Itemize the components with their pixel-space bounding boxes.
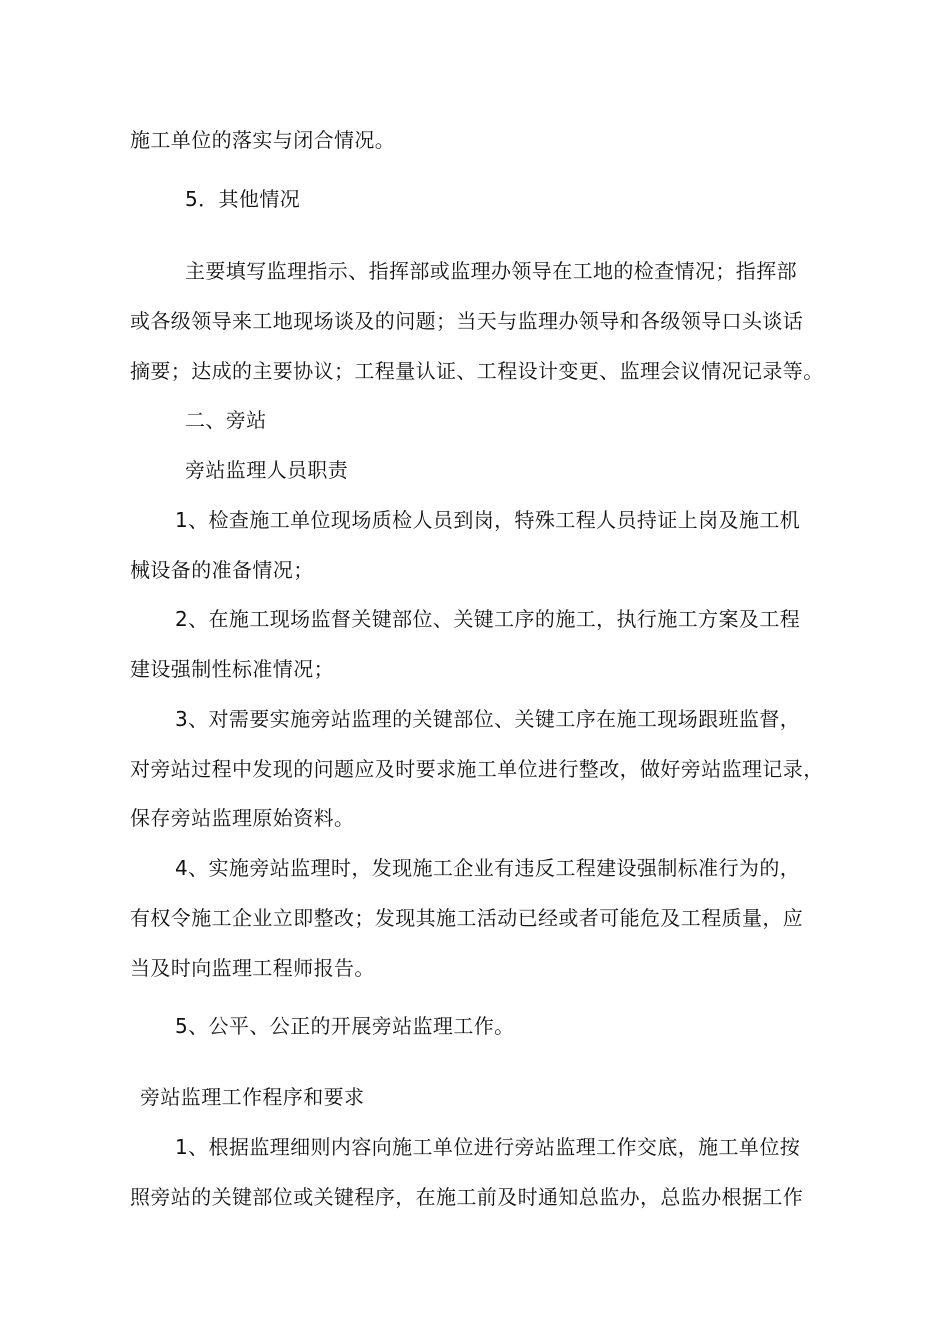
text-line-5: 摘要；达成的主要协议；工程量认证、工程设计变更、监理会议情况记录等。 bbox=[130, 359, 824, 383]
text-line-21: 照旁站的关键部位或关键程序，在施工前及时通知总监办，总监办根据工作 bbox=[130, 1185, 804, 1209]
text-line-20: 1、根据监理细则内容向施工单位进行旁站监理工作交底，施工单位按 bbox=[175, 1135, 801, 1159]
text-line-14: 保存旁站监理原始资料。 bbox=[130, 806, 355, 830]
text-line-15: 4、实施旁站监理时，发现施工企业有违反工程建设强制标准行为的， bbox=[175, 856, 801, 880]
section-heading-other: 5．其他情况 bbox=[185, 187, 301, 211]
text-line-8: 1、检查施工单位现场质检人员到岗，特殊工程人员持证上岗及施工机 bbox=[175, 508, 801, 532]
text-line-18: 5、公平、公正的开展旁站监理工作。 bbox=[175, 1014, 515, 1038]
subheading-procedure: 旁站监理工作程序和要求 bbox=[140, 1085, 365, 1109]
subheading-duties: 旁站监理人员职责 bbox=[185, 458, 349, 482]
text-line-17: 当及时向监理工程师报告。 bbox=[130, 956, 375, 980]
text-line-3: 主要填写监理指示、指挥部或监理办领导在工地的检查情况；指挥部 bbox=[185, 259, 797, 283]
text-line-11: 建设强制性标准情况； bbox=[130, 657, 334, 681]
text-line-4: 或各级领导来工地现场谈及的问题；当天与监理办领导和各级领导口头谈话 bbox=[130, 309, 804, 333]
text-line-16: 有权令施工企业立即整改；发现其施工活动已经或者可能危及工程质量，应 bbox=[130, 906, 804, 930]
text-line-1: 施工单位的落实与闭合情况。 bbox=[130, 128, 396, 152]
text-line-12: 3、对需要实施旁站监理的关键部位、关键工序在施工现场跟班监督， bbox=[175, 707, 801, 731]
text-line-10: 2、在施工现场监督关键部位、关键工序的施工，执行施工方案及工程 bbox=[175, 607, 801, 631]
section-heading-pangzhan: 二、旁站 bbox=[185, 408, 267, 432]
text-line-13: 对旁站过程中发现的问题应及时要求施工单位进行整改，做好旁站监理记录， bbox=[130, 757, 824, 781]
text-line-9: 械设备的准备情况； bbox=[130, 558, 314, 582]
